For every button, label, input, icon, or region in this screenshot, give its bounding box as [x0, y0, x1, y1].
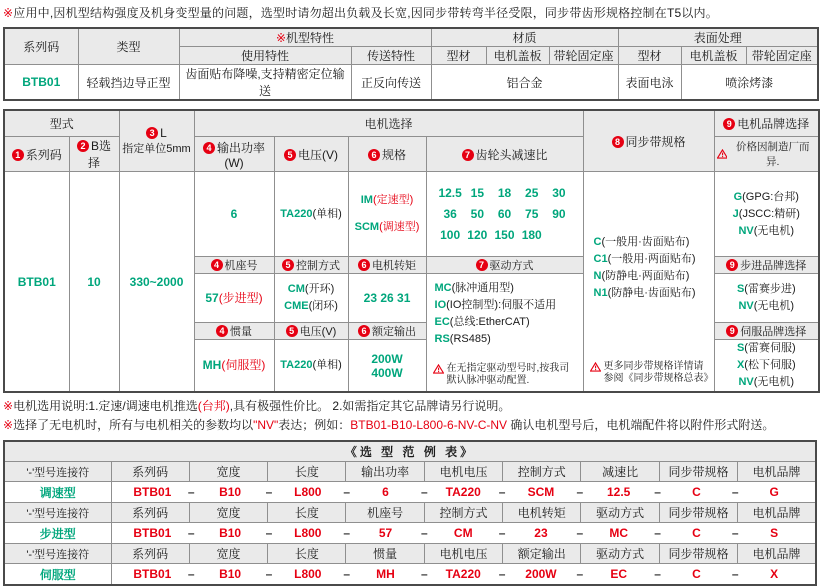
subheader-rated-output: 6 额定输出 — [348, 323, 426, 340]
top-usage-note — [3, 4, 817, 22]
option-cme: CME(闭环) — [284, 300, 338, 312]
ex-header: 宽度 — [189, 462, 267, 482]
ex-header: 电机品牌 — [738, 462, 816, 482]
cell-gear-ratios — [426, 172, 583, 257]
cell-torque-values: 23 26 31 — [348, 274, 426, 323]
ex-header: 宽度 — [189, 544, 267, 564]
asterisk-mark: ※ — [3, 399, 14, 413]
row-type-label: 伺服型 — [4, 564, 111, 586]
header-material: 材质 — [431, 28, 618, 47]
numbered-badge: 7 — [476, 259, 488, 271]
option-ec: EC(总线:EtherCAT) — [434, 316, 530, 328]
option-x-servo: X(松下伺服) — [736, 359, 796, 371]
warning-icon — [590, 362, 601, 372]
ex-header: 电机电压 — [424, 462, 502, 482]
ex-header: 电机品牌 — [738, 503, 816, 523]
cell-servo-brand-options — [714, 340, 819, 393]
cell-belt-spec — [583, 172, 714, 393]
header-type: 类型 — [78, 28, 179, 65]
header-use-feature: 使用特性 — [179, 47, 351, 65]
option-s-step: S(雷赛步进) — [736, 283, 796, 295]
numbered-badge: 3 — [146, 127, 158, 139]
numbered-badge: 2 — [77, 140, 89, 152]
example-row-speed-control: 调速型 BTB01 – B10 – L800 – 6 – TA220 – SCM – 12.5 – C – G — [4, 482, 816, 503]
connector-label: '-'型号连接符 — [4, 462, 111, 482]
cell-use-feature: 齿面贴布降噪,支持精密定位输送 — [179, 65, 351, 101]
row-type-label: 调速型 — [4, 482, 111, 503]
ex-header: 系列码 — [111, 503, 189, 523]
numbered-badge: 5 — [282, 259, 294, 271]
numbered-badge: 4 — [203, 142, 215, 154]
numbered-badge: 8 — [612, 136, 624, 148]
header-belt-spec: 8 同步带规格 — [583, 110, 714, 172]
header-motor-select: 电机选择 — [194, 110, 583, 137]
option-nv-step: NV(无电机) — [738, 300, 795, 312]
option-mc: MC(脉冲通用型) — [434, 282, 514, 294]
ex-header: 惯量 — [346, 544, 424, 564]
row-type-label: 步进型 — [4, 523, 111, 544]
option-n1: N1(防静电·齿面贴布) — [593, 287, 696, 299]
numbered-badge: 9 — [726, 259, 738, 271]
header-series-code: 系列码 — [4, 28, 78, 65]
header-profile-2: 型材 — [618, 47, 681, 65]
drive-default-note: 在无指定驱动型号时,按我司默认脉冲驱动配置. — [429, 363, 581, 390]
cell-inertia: MH(伺服型) — [194, 340, 274, 393]
ex-header: 长度 — [268, 462, 346, 482]
ex-header: 电机电压 — [424, 544, 502, 564]
connector-label: '-'型号连接符 — [4, 503, 111, 523]
cell-length-range: 330~2000 — [119, 172, 194, 393]
header-output-power: 4 输出功率(W) — [194, 137, 274, 172]
cell-surface-paint: 喷涂烤漆 — [681, 65, 818, 101]
top-note-text: 应用中,因机型结构强度及机身变型量的问题，选型时请勿超出负载及长宽,因同步带转弯半径受限，同步带齿形规格控制在T5以内。 — [13, 6, 718, 20]
ex-header: 长度 — [268, 544, 346, 564]
cell-series-code: BTB01 — [4, 65, 78, 101]
asterisk-mark: ※ — [3, 6, 14, 20]
warning-icon — [717, 149, 728, 159]
option-cm: CM(开环) — [287, 283, 335, 295]
cell-step-brand-options — [714, 274, 819, 323]
cell-drive-options — [426, 274, 583, 393]
connector-label: '-'型号连接符 — [4, 544, 111, 564]
option-nv: NV(无电机) — [738, 224, 795, 237]
subheader-inertia: 4 惯量 — [194, 323, 274, 340]
header-transfer-feature: 传送特性 — [351, 47, 431, 65]
header-motor-cover: 电机盖板 — [486, 47, 549, 65]
numbered-badge: 6 — [358, 325, 370, 337]
ex-header: 宽度 — [189, 503, 267, 523]
header-gear-ratio: 7 齿轮头减速比 — [426, 137, 583, 172]
numbered-badge: 5 — [286, 325, 298, 337]
subheader-frame: 4 机座号 — [194, 257, 274, 274]
selection-table — [3, 109, 820, 393]
option-g: G(GPG:台邦) — [733, 190, 799, 203]
cell-series-value: BTB01 — [4, 172, 69, 393]
example-row-stepper: 步进型 BTB01 – B10 – L800 – 57 – CM – 23 – MC – C – S — [4, 523, 816, 544]
gear-ratio-grid: 12.5 15 18 25 30 36 50 60 75 90 100 120 150 180 — [438, 186, 566, 242]
cell-surface-profile: 表面电泳 — [618, 65, 681, 101]
ex-header: 减速比 — [581, 462, 659, 482]
asterisk-mark: ※ — [3, 418, 14, 432]
ex-header: 输出功率 — [346, 462, 424, 482]
header-voltage: 5 电压(V) — [274, 137, 348, 172]
header-surface-treatment: 表面处理 — [618, 28, 818, 47]
subheader-servo-brand: 9 伺服品牌选择 — [714, 323, 819, 340]
subheader-torque: 6 电机转矩 — [348, 257, 426, 274]
cell-type: 轻载挡边导正型 — [78, 65, 179, 101]
header-profile: 型材 — [431, 47, 486, 65]
ex-header: 电机转矩 — [503, 503, 581, 523]
spec-table — [3, 27, 819, 101]
ex-header: 系列码 — [111, 544, 189, 564]
subheader-control: 5 控制方式 — [274, 257, 348, 274]
option-c1: C1(一般用·两面贴布) — [593, 253, 696, 265]
option-n: N(防静电·两面贴布) — [593, 270, 690, 282]
ex-header: 同步带规格 — [659, 462, 737, 482]
warning-icon — [433, 364, 444, 374]
ex-header: 机座号 — [346, 503, 424, 523]
numbered-badge: 9 — [723, 118, 735, 130]
example-row-servo: 伺服型 BTB01 – B10 – L800 – MH – TA220 – 200W – EC – C – X — [4, 564, 816, 586]
header-motor-cover-2: 电机盖板 — [681, 47, 746, 65]
header-motor-brand: 9 电机品牌选择 — [714, 110, 819, 137]
cell-transfer-feature: 正反向传送 — [351, 65, 431, 101]
cell-voltage-1: TA220(单相) — [274, 172, 348, 257]
header-b-select: 2 B选择 — [69, 137, 119, 172]
ex-header: 同步带规格 — [659, 544, 737, 564]
footnote-motor-selection: ※电机选用说明:1.定速/调速电机推选(台邦),具有极强性价比。 2.如需指定其它品牌请另行说明。 — [3, 399, 511, 413]
cell-brand-options — [714, 172, 819, 257]
numbered-badge: 4 — [216, 325, 228, 337]
ex-header: 额定输出 — [503, 544, 581, 564]
option-scm: SCM(调速型) — [354, 221, 420, 233]
ex-header: 同步带规格 — [659, 503, 737, 523]
subheader-drive: 7 驱动方式 — [426, 257, 583, 274]
header-pulley-seat-2: 带轮固定座 — [746, 47, 818, 65]
subheader-voltage: 5 电压(V) — [274, 323, 348, 340]
header-length: 3 L 指定单位5mm — [119, 110, 194, 172]
cell-voltage-2: TA220(单相) — [274, 340, 348, 393]
ex-header: 驱动方式 — [581, 544, 659, 564]
header-spec: 6 规格 — [348, 137, 426, 172]
header-model-group: 型式 — [4, 110, 119, 137]
ex-header: 电机品牌 — [738, 544, 816, 564]
drive-option-list — [429, 280, 581, 348]
option-nv-servo: NV(无电机) — [738, 376, 795, 388]
cell-spec-options — [348, 172, 426, 257]
option-rs: RS(RS485) — [434, 333, 491, 345]
numbered-badge: 9 — [726, 325, 738, 337]
header-model-feature: ※机型特性 — [179, 28, 431, 47]
belt-spec-note: 更多同步带规格详情请参阅《同步带规格总表》 — [586, 361, 712, 388]
option-j: J(JSCC:精研) — [732, 207, 800, 220]
header-pulley-seat: 带轮固定座 — [549, 47, 618, 65]
ex-header: 系列码 — [111, 462, 189, 482]
numbered-badge: 6 — [358, 259, 370, 271]
numbered-badge: 7 — [462, 149, 474, 161]
belt-option-list — [586, 234, 712, 302]
ex-header: 长度 — [268, 503, 346, 523]
ex-header: 驱动方式 — [581, 503, 659, 523]
cell-b-value: 10 — [69, 172, 119, 393]
asterisk-mark: ※ — [275, 31, 287, 45]
option-im: IM(定速型) — [360, 194, 414, 206]
option-io: IO(IO控制型):伺服不适用 — [434, 299, 557, 311]
header-series: 1 系列码 — [4, 137, 69, 172]
numbered-badge: 1 — [12, 149, 24, 161]
ex-header: 控制方式 — [503, 462, 581, 482]
numbered-badge: 5 — [284, 149, 296, 161]
example-table-title: 《选 型 范 例 表》 — [4, 441, 816, 462]
footnote-no-motor: ※选择了无电机时，所有与电机相关的参数均以"NV"表达；例如：BTB01-B10-L800-6-NV-C-NV 确认电机型号后，电机端配件将以附件形式附送。 — [3, 418, 775, 432]
option-s-servo: S(雷赛伺服) — [736, 342, 796, 354]
option-c: C(一般用·齿面贴布) — [593, 236, 690, 248]
ex-header: 控制方式 — [424, 503, 502, 523]
brand-price-note: 价格因制造厂而异. — [714, 137, 819, 172]
cell-output-power: 6 — [194, 172, 274, 257]
cell-frame-size: 57(步进型) — [194, 274, 274, 323]
example-table — [3, 440, 817, 586]
subheader-step-brand: 9 步进品牌选择 — [714, 257, 819, 274]
numbered-badge: 4 — [211, 259, 223, 271]
cell-material: 铝合金 — [431, 65, 618, 101]
numbered-badge: 6 — [368, 149, 380, 161]
cell-control-options — [274, 274, 348, 323]
cell-rated-outputs: 200W 400W — [348, 340, 426, 393]
